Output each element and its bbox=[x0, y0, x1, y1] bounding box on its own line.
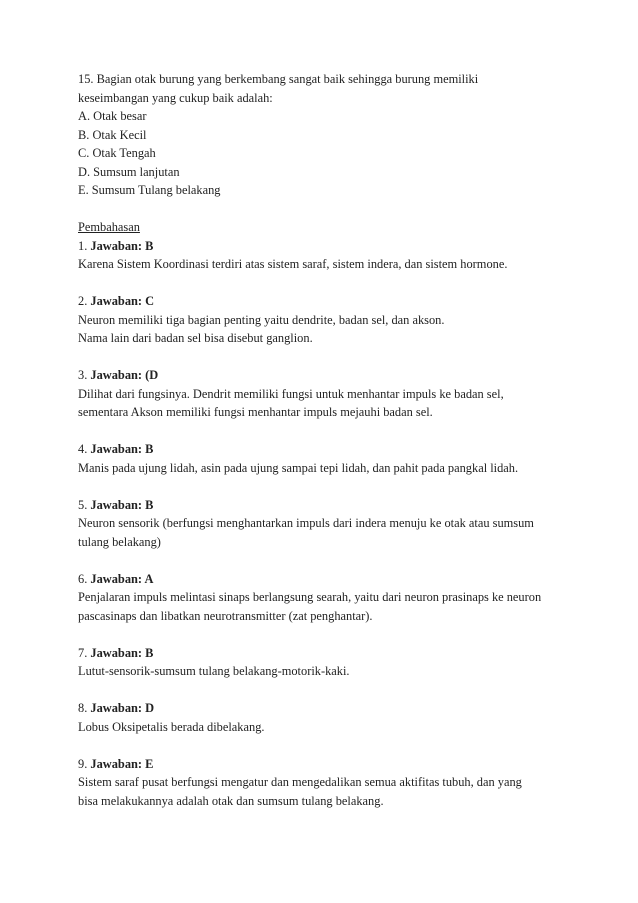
answer-number: 2. bbox=[78, 294, 91, 308]
answer-explanation-line: bisa melakukannya adalah otak dan sumsum tulang belakang. bbox=[78, 793, 384, 808]
question-text-line-1: 15. Bagian otak burung yang berkembang sangat baik sehingga burung memiliki bbox=[78, 72, 479, 86]
answer-explanation-line: pascasinaps dan libatkan neurotransmitter (zat penghantar). bbox=[78, 608, 373, 623]
answer-1 bbox=[78, 237, 598, 274]
answer-label: Jawaban: B bbox=[90, 238, 154, 253]
answer-label: Jawaban: D bbox=[90, 701, 155, 715]
answer-label: Jawaban: E bbox=[90, 756, 154, 771]
answer-number: 7. bbox=[78, 645, 91, 660]
answer-explanation-line: Karena Sistem Koordinasi terdiri atas sistem saraf, sistem indera, dan sistem hormone. bbox=[78, 257, 508, 271]
answer-label: Jawaban: B bbox=[90, 497, 154, 512]
option-e: E. Sumsum Tulang belakang bbox=[78, 183, 221, 197]
answer-explanation-line: tulang belakang) bbox=[78, 534, 161, 549]
answer-number: 6. bbox=[78, 571, 91, 586]
spacer bbox=[78, 551, 598, 570]
answer-5 bbox=[78, 496, 598, 552]
answer-label: Jawaban: C bbox=[90, 294, 155, 308]
spacer bbox=[78, 348, 598, 367]
spacer bbox=[78, 736, 598, 755]
answer-number: 1. bbox=[78, 238, 91, 253]
question-text-line-2: keseimbangan yang cukup baik adalah: bbox=[78, 90, 273, 105]
option-a: A. Otak besar bbox=[78, 109, 147, 123]
answer-explanation-line: Manis pada ujung lidah, asin pada ujung sampai tepi lidah, dan pahit pada pangkal lidah. bbox=[78, 460, 519, 475]
answer-explanation-line: Penjalaran impuls melintasi sinaps berlangsung searah, yaitu dari neuron prasinaps ke neuron bbox=[78, 590, 542, 604]
answer-number: 8. bbox=[78, 701, 91, 715]
option-b: B. Otak Kecil bbox=[78, 127, 147, 142]
answer-label: Jawaban: A bbox=[90, 571, 154, 586]
answer-6 bbox=[78, 570, 598, 626]
answer-7 bbox=[78, 644, 598, 681]
answer-number: 9. bbox=[78, 756, 91, 771]
answer-explanation-line: Dilihat dari fungsinya. Dendrit memiliki fungsi untuk menhantar impuls ke badan sel, bbox=[78, 386, 504, 401]
answer-explanation-line: Neuron memiliki tiga bagian penting yaitu dendrite, badan sel, dan akson. bbox=[78, 312, 445, 327]
answer-9 bbox=[78, 755, 598, 811]
spacer bbox=[78, 625, 598, 644]
spacer bbox=[78, 274, 598, 293]
answer-label: Jawaban: B bbox=[90, 442, 154, 456]
discussion-heading: Pembahasan bbox=[78, 220, 140, 234]
answer-explanation-line: Neuron sensorik (berfungsi menghantarkan impuls dari indera menuju ke otak atau sumsum bbox=[78, 516, 534, 530]
question-block bbox=[78, 70, 598, 200]
answer-number: 3. bbox=[78, 368, 91, 382]
answer-explanation-line: Lutut-sensorik-sumsum tulang belakang-motorik-kaki. bbox=[78, 664, 350, 678]
answer-explanation-line: Sistem saraf pusat berfungsi mengatur dan mengedalikan semua aktifitas tubuh, dan yang bbox=[78, 775, 522, 789]
spacer bbox=[78, 681, 598, 700]
answer-label: Jawaban: B bbox=[90, 645, 154, 660]
spacer bbox=[78, 477, 598, 496]
answer-number: 4. bbox=[78, 442, 91, 456]
answer-number: 5. bbox=[78, 497, 91, 512]
answer-explanation-line: Nama lain dari badan sel bisa disebut ganglion. bbox=[78, 331, 313, 345]
answer-explanation-line: sementara Akson memiliki fungsi menhantar impuls mejauhi badan sel. bbox=[78, 405, 433, 419]
answer-3 bbox=[78, 366, 598, 422]
answer-explanation-line: Lobus Oksipetalis berada dibelakang. bbox=[78, 719, 265, 734]
option-d: D. Sumsum lanjutan bbox=[78, 164, 180, 179]
spacer bbox=[78, 200, 598, 219]
document-page bbox=[78, 70, 598, 810]
spacer bbox=[78, 422, 598, 441]
answer-2 bbox=[78, 292, 598, 348]
answer-label: Jawaban: (D bbox=[90, 368, 159, 382]
answer-8 bbox=[78, 699, 598, 736]
answer-4 bbox=[78, 440, 598, 477]
option-c: C. Otak Tengah bbox=[78, 146, 156, 160]
